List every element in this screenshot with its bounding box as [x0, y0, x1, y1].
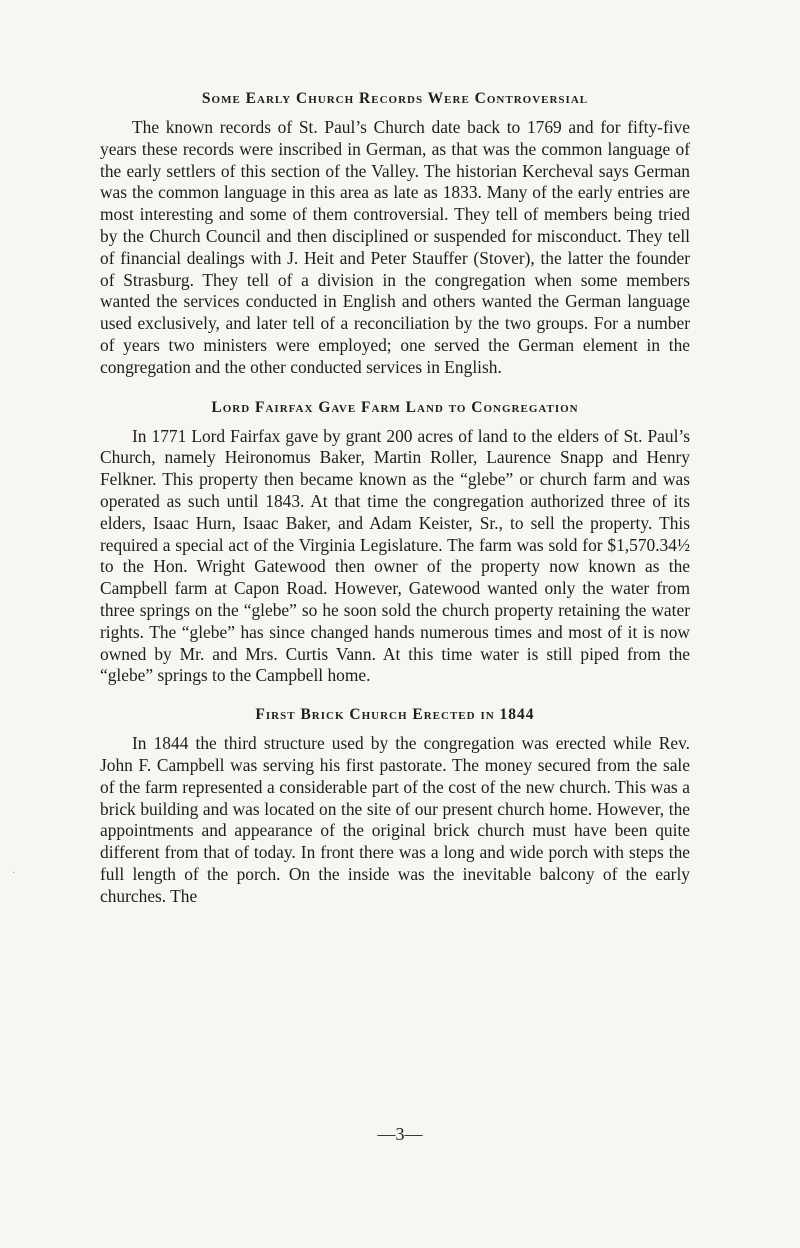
section-lord-fairfax: [100, 397, 690, 688]
section-paragraph: In 1771 Lord Fairfax gave by grant 200 acres of land to the elders of St. Paul’s Church, namely Heironomus Baker, Martin Roller, Laurence Snapp and Henry Felkner. This property then became known as the “glebe” or church farm and was operated as such until 1843. At that time the congregation authorized three of its elders, Isaac Hurn, Isaac Baker, and Adam Keister, Sr., to sell the property. This required a special act of the Virginia Legislature. The farm was sold for $1,570.34½ to the Hon. Wright Gatewood then owner of the property now known as the Campbell farm at Capon Road. However, Gatewood wanted only the water from three springs on the “glebe” so he soon sold the church property retaining the water rights. The “glebe” has since changed hands numerous times and most of it is now owned by Mr. and Mrs. Curtis Vann. At this time water is still piped from the “glebe” springs to the Campbell home.: [100, 425, 690, 686]
section-heading: First Brick Church Erected in 1844: [255, 706, 535, 724]
page-body: [100, 88, 690, 908]
section-heading: Lord Fairfax Gave Farm Land to Congregation: [211, 398, 579, 416]
section-heading: Some Early Church Records Were Controversial: [201, 90, 589, 107]
section-paragraph: The known records of St. Paul’s Church date back to 1769 and for fifty-five years these records were inscribed in German, as that was the common language of the early settlers of this section of the Valley. The historian Kercheval says German was the common language in this area as late as 1833. Many of the early entries are most interesting and some of them controversial. They tell of members being tried by the Church Council and then disciplined or suspended for misconduct. They tell of financial dealings with J. Heit and Peter Stauffer (Stover), the latter the founder of Strasburg. They tell of a division in the congregation when some members wanted the services conducted in English and others wanted the German language used exclusively, and later tell of a reconciliation by the two groups. For a number of years two ministers were employed; one served the German element in the congregation and the other conducted services in English.: [100, 117, 690, 377]
section-paragraph: In 1844 the third structure used by the congregation was erected while Rev. John F. Campbell was serving his first pastorate. The money secured from the sale of the farm represented a considerable part of the cost of the new church. This was a brick building and was located on the site of our present church home. However, the appointments and appearance of the original brick church must have been quite different from that of today. In front there was a long and wide porch with steps the full length of the porch. On the inside was the inevitable balcony of the early churches. The: [100, 733, 690, 906]
section-early-church-records: [100, 88, 690, 379]
page-number: —3—: [377, 1124, 423, 1144]
scan-speck: ·: [12, 868, 16, 879]
section-first-brick-church: [100, 704, 690, 907]
